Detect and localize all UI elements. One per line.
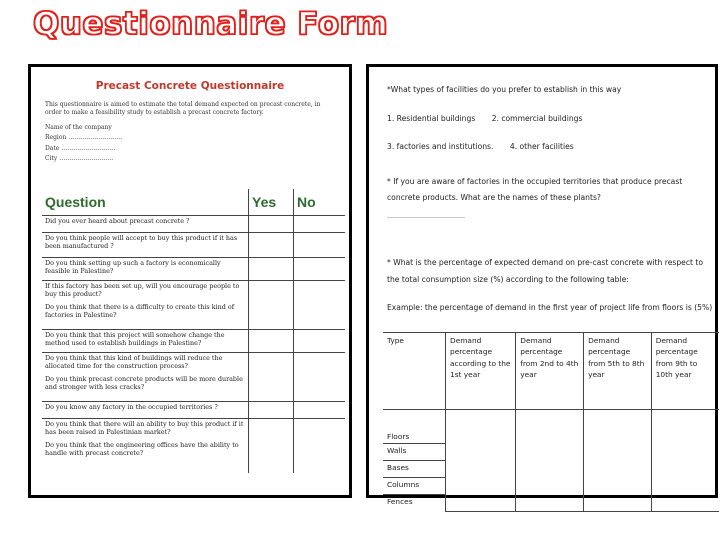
yes-no-question-table	[42, 189, 345, 473]
answer-blank[interactable]: …………………………………	[387, 213, 465, 220]
row-label-bases: Bases	[383, 461, 446, 478]
field-region: Region ………………………	[45, 134, 123, 142]
question-text: Do you think people will accept to buy this product if it has been manufactured ?	[42, 233, 249, 258]
facilities-question: *What types of facilities do you prefer to establish in this way	[387, 85, 622, 94]
factories-question-line-1: * If you are aware of factories in the occupied territories that produce precast	[387, 177, 683, 186]
yes-cell[interactable]	[249, 233, 294, 258]
no-cell[interactable]	[294, 233, 346, 258]
questionnaire-page-2	[366, 64, 718, 506]
field-company-name: Name of the company	[45, 124, 112, 132]
yes-cell[interactable]	[249, 353, 294, 402]
field-date: Date ………………………	[45, 144, 116, 152]
factories-question-line-2: concrete products. What are the names of these plants?	[387, 193, 601, 202]
question-text: Do you think precast concrete products will be more durable and stronger with less cracks?	[45, 375, 243, 391]
column-header-years-2-4: Demand percentage from 2nd to 4th year	[516, 333, 584, 410]
question-text: Do you think that the engineering offices have the ability to handle with precast concrete?	[45, 441, 239, 457]
yes-cell[interactable]	[249, 258, 294, 281]
no-cell[interactable]	[294, 216, 346, 233]
row-label-columns: Columns	[383, 478, 446, 495]
table-row	[42, 233, 345, 258]
column-header-year-1: Demand percentage according to the 1st year	[446, 333, 516, 410]
question-text: Do you know any factory in the occupied territories ?	[42, 402, 249, 419]
yes-cell[interactable]	[249, 402, 294, 419]
facility-options-row-1	[387, 112, 582, 125]
no-cell[interactable]	[294, 419, 346, 474]
demand-question-line-1: * What is the percentage of expected demand on pre-cast concrete with respect to	[387, 258, 704, 267]
questionnaire-intro: This questionnaire is aimed to estimate the total demand expected on precast concrete, in order to make a feasibility study to establish a precast concrete factory.	[45, 101, 321, 117]
question-text: Do you think that this kind of buildings will reduce the allocated time for the construction process?	[45, 354, 223, 370]
questionnaire-page-1	[28, 64, 352, 498]
table-row	[383, 410, 719, 444]
table-row	[42, 353, 345, 402]
column-header-no: No	[294, 189, 346, 216]
no-cell[interactable]	[294, 258, 346, 281]
question-text: Do you think setting up such a factory is economically feasible in Palestine?	[42, 258, 249, 281]
option-commercial: 2. commercial buildings	[491, 114, 583, 123]
input-cell[interactable]	[446, 410, 516, 512]
row-label-floors: Floors	[383, 410, 446, 444]
yes-cell[interactable]	[249, 281, 294, 330]
table-row	[42, 402, 345, 419]
column-header-years-5-8: Demand percentage from 5th to 8th year	[584, 333, 652, 410]
field-city: City ………………………	[45, 154, 114, 162]
yes-cell[interactable]	[249, 330, 294, 353]
slide-title: Questionnaire Form	[33, 6, 389, 42]
no-cell[interactable]	[294, 330, 346, 353]
question-text: If this factory has been set up, will you encourage people to buy this product?	[45, 282, 240, 298]
questionnaire-heading: Precast Concrete Questionnaire	[95, 80, 285, 92]
column-header-type: Type	[383, 333, 446, 410]
yes-cell[interactable]	[249, 419, 294, 474]
demand-example: Example: the percentage of demand in the first year of project life from floors is (5%)	[387, 303, 713, 312]
facility-options-row-2	[387, 140, 574, 153]
no-cell[interactable]	[294, 402, 346, 419]
row-label-walls: Walls	[383, 444, 446, 461]
option-other: 4. other facilities	[509, 142, 574, 151]
column-header-yes: Yes	[249, 189, 294, 216]
input-cell[interactable]	[516, 410, 584, 512]
table-row	[42, 330, 345, 353]
demand-percentage-table	[383, 332, 719, 512]
no-cell[interactable]	[294, 281, 346, 330]
column-header-years-9-10: Demand percentage from 9th to 10th year	[651, 333, 719, 410]
table-header-row	[42, 189, 345, 216]
table-row	[42, 281, 345, 330]
question-text: Did you ever heard about precast concrete ?	[42, 216, 249, 233]
table-row	[42, 419, 345, 474]
table-row	[42, 216, 345, 233]
option-residential: 1. Residential buildings	[387, 114, 476, 123]
yes-cell[interactable]	[249, 216, 294, 233]
table-header-row	[383, 333, 719, 410]
column-header-question: Question	[42, 189, 249, 216]
input-cell[interactable]	[651, 410, 719, 512]
question-text: Do you think that there will an ability to buy this product if it has been raised in Palestinian market?	[45, 420, 244, 436]
no-cell[interactable]	[294, 353, 346, 402]
row-label-fences: Fences	[383, 495, 446, 512]
demand-question-line-2: the total consumption size (%) according to the following table:	[387, 275, 629, 284]
option-factories: 3. factories and institutions.	[387, 142, 494, 151]
input-cell[interactable]	[584, 410, 652, 512]
table-row	[42, 258, 345, 281]
company-fields	[45, 123, 335, 164]
question-text: Do you think that this project will somehow change the method used to establish buildings in Palestine?	[42, 330, 249, 353]
question-text: Do you think that there is a difficulty to create this kind of factories in Palestine?	[45, 303, 235, 319]
